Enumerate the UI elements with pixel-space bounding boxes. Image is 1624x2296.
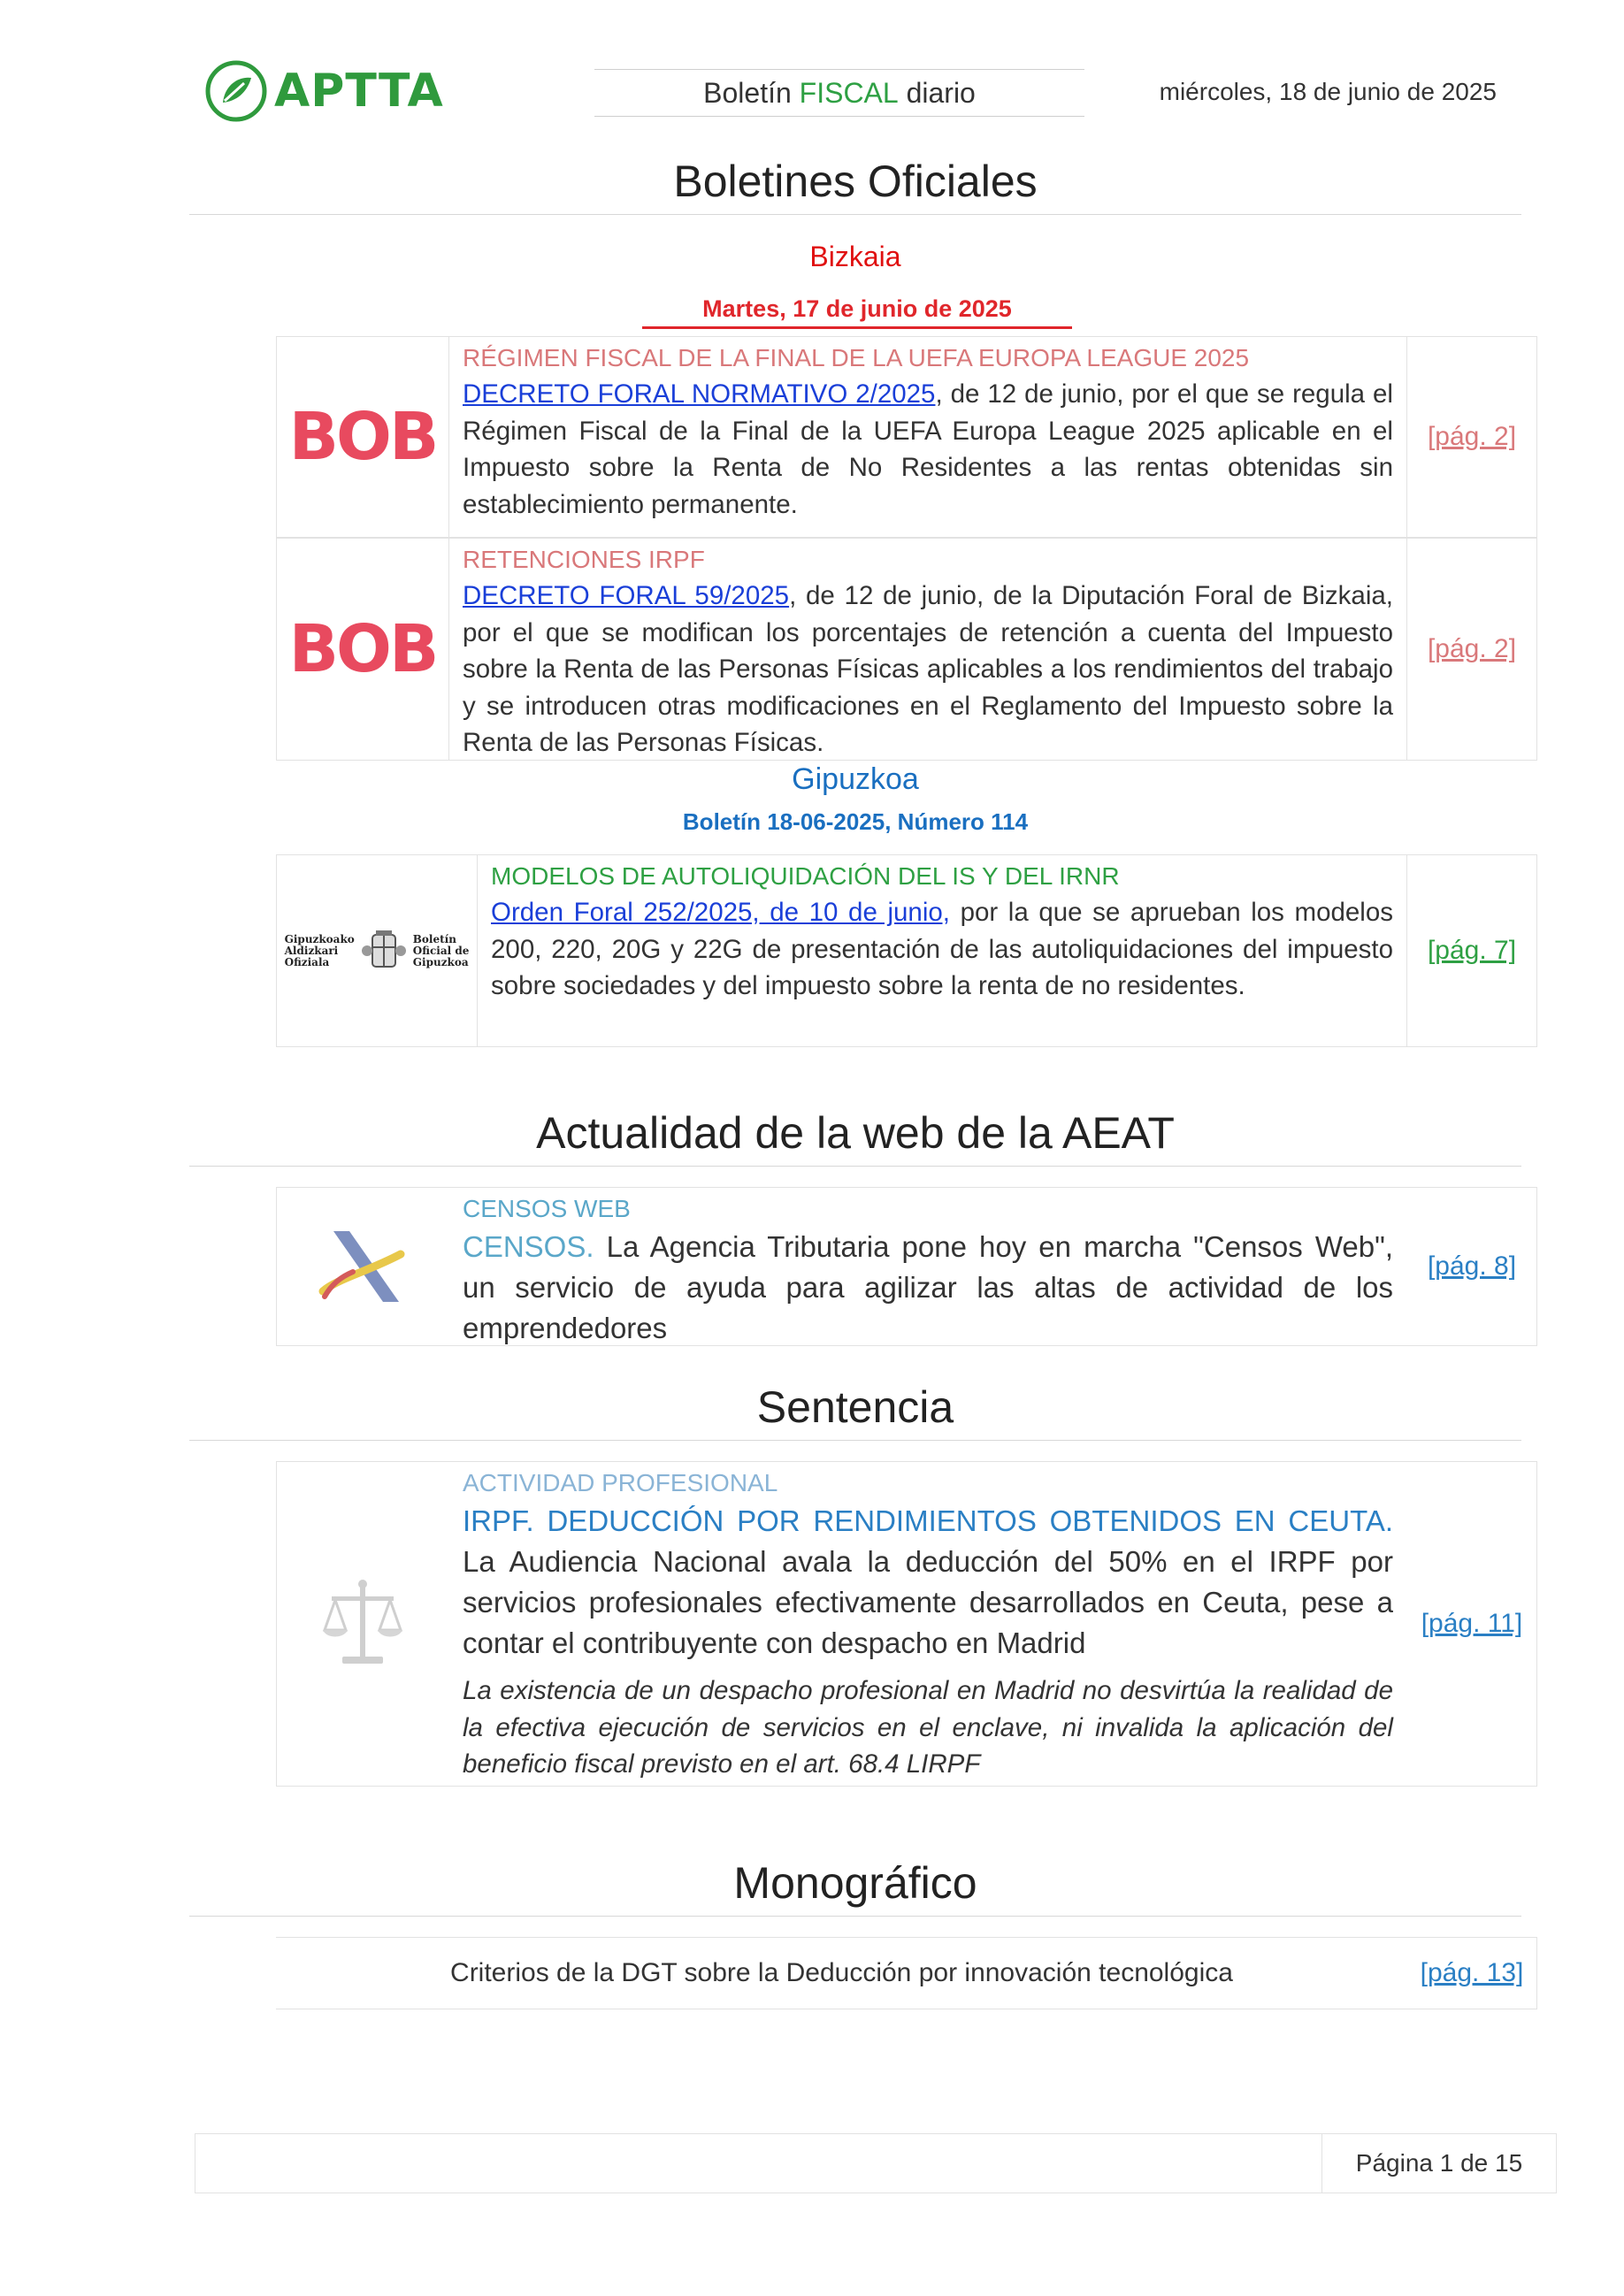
scales-logo <box>277 1462 448 1786</box>
agencia-tributaria-logo-icon <box>314 1222 411 1311</box>
bizkaia-entry-2 <box>276 538 1537 761</box>
entry-body-text: , de 12 de junio, de la Diputación Foral de Bizkaia, por el que se modifican los porcentajes de retención a cuenta del Impuesto sobre la Renta de las Personas Físicas aplicables a los rendimientos del trabajo y se introducen otras modificaciones en el Reglamento del Impuesto sobre la Renta de las Personas Físicas. <box>463 581 1394 757</box>
region-bizkaia: Bizkaia <box>809 241 901 272</box>
page-ref-text: [pág. 2] <box>1427 634 1517 663</box>
section-title-sentencia: Sentencia <box>189 1381 1521 1441</box>
monografico-entry-text <box>276 1938 1407 2009</box>
page-ref-link[interactable] <box>1406 855 1536 1046</box>
entry-category: RETENCIONES IRPF <box>463 546 705 573</box>
decreto-foral-link[interactable]: DECRETO FORAL 59/2025 <box>463 581 790 610</box>
page-ref-text: [pág. 13] <box>1420 1958 1524 1987</box>
bog-logo-line: Gipuzkoako <box>284 932 355 945</box>
page-ref-link[interactable] <box>1406 539 1536 760</box>
aptta-logo <box>205 60 444 122</box>
bog-logo-right <box>413 934 470 968</box>
entry-category: RÉGIMEN FISCAL DE LA FINAL DE LA UEFA EUROPA LEAGUE 2025 <box>463 344 1250 371</box>
gipuzkoa-entry <box>276 854 1537 1047</box>
bog-logo-line: Ofiziala <box>284 955 330 968</box>
section-title-boletines: Boletines Oficiales <box>189 156 1521 215</box>
gipuzkoa-entry-text <box>477 855 1407 1046</box>
sentencia-entry-text <box>448 1462 1407 1786</box>
orden-foral-link[interactable]: Orden Foral 252/2025, de 10 de junio, <box>491 898 950 927</box>
entry-category: CENSOS WEB <box>463 1195 631 1222</box>
section-title-monografico: Monográfico <box>189 1857 1521 1917</box>
gipuzkoa-bulletin-number: Boletín 18-06-2025, Número 114 <box>682 808 1029 835</box>
entry-body <box>463 1227 1393 1349</box>
aeat-entry <box>276 1187 1537 1346</box>
bulletin-title-suffix: diario <box>898 76 976 109</box>
bulletin-title-fiscal: FISCAL <box>799 76 899 109</box>
entry-category: ACTIVIDAD PROFESIONAL <box>463 1469 778 1496</box>
aeat-logo <box>277 1188 448 1345</box>
page-ref-text: [pág. 7] <box>1427 936 1517 965</box>
page-ref-link[interactable] <box>1407 1188 1536 1345</box>
header-date: miércoles, 18 de junio de 2025 <box>1159 78 1497 105</box>
page-ref-link[interactable] <box>1406 337 1536 537</box>
sentencia-entry <box>276 1461 1537 1787</box>
aptta-logo-text: APTTA <box>274 65 444 118</box>
page-ref-text: [pág. 2] <box>1427 422 1517 451</box>
entry-body-text: La Agencia Tributaria pone hoy en marcha "Censos Web", un servicio de ayuda para agilizar las altas de actividad de los emprendedores <box>463 1230 1393 1344</box>
bob-logo-1 <box>277 337 449 537</box>
entry-lead: IRPF. DEDUCCIÓN POR RENDIMIENTOS OBTENIDOS EN CEUTA. <box>463 1504 1393 1537</box>
bulletin-title-prefix: Boletín <box>703 76 800 109</box>
entry-category: MODELOS DE AUTOLIQUIDACIÓN DEL IS Y DEL IRNR <box>491 862 1120 890</box>
bog-logo-left <box>285 934 355 968</box>
monografico-title: Criterios de la DGT sobre la Deducción por innovación tecnológica <box>450 1958 1233 1987</box>
monografico-entry <box>276 1937 1537 2009</box>
page-ref-text: [pág. 8] <box>1427 1251 1517 1281</box>
bob-logo-text: BOB <box>288 611 437 687</box>
aptta-leaf-icon <box>205 60 267 122</box>
decreto-foral-normativo-link[interactable]: DECRETO FORAL NORMATIVO 2/2025 <box>463 379 936 409</box>
page-ref-link[interactable] <box>1407 1938 1536 2009</box>
bob-logo-2 <box>277 539 449 760</box>
entry-body <box>463 376 1393 523</box>
bog-logo-line: Boletín <box>412 932 456 945</box>
bizkaia-entry-2-text <box>448 539 1407 760</box>
bulletin-title <box>594 69 1084 117</box>
aeat-entry-text <box>448 1188 1407 1345</box>
bog-logo-line: Aldizkari <box>284 944 339 957</box>
entry-body-text: por la que se aprueban los modelos 200, 220, 20G y 22G de presentación de las autoliquidaciones del impuesto sobre sociedades y del impuesto sobre la renta de no residentes. <box>491 898 1394 1000</box>
bizkaia-entry-1-text <box>448 337 1407 537</box>
entry-body <box>463 1501 1393 1664</box>
bizkaia-entry-1 <box>276 336 1537 538</box>
sentencia-quote: La existencia de un despacho profesional en Madrid no desvirtúa la realidad de la efectiva ejecución de servicios en el enclave, ni invalida la aplicación del beneficio fiscal previsto en el art. 68.4 LIRPF <box>463 1676 1393 1779</box>
page-ref-text: [pág. 11] <box>1421 1609 1523 1638</box>
scales-of-justice-icon <box>314 1575 411 1672</box>
entry-body <box>491 894 1393 1005</box>
entry-lead: CENSOS. <box>463 1230 594 1263</box>
section-title-aeat: Actualidad de la web de la AEAT <box>189 1107 1521 1167</box>
page-number: Página 1 de 15 <box>1321 2134 1556 2193</box>
bob-logo-text: BOB <box>288 399 437 475</box>
bog-logo-line: Gipuzkoa <box>412 955 469 968</box>
region-gipuzkoa: Gipuzkoa <box>792 762 919 796</box>
gipuzkoa-coat-of-arms-icon <box>360 930 408 972</box>
page-footer <box>195 2133 1557 2193</box>
entry-body-text: , de 12 de junio, por el que se regula el Régimen Fiscal de la Final de la UEFA Europa League 2025 aplicable en el Impuesto sobre la Renta de No Residentes a las rentas obtenidas sin establecimiento permanente. <box>463 379 1393 519</box>
bog-logo-line: Oficial de <box>412 944 470 957</box>
bob-date: Martes, 17 de junio de 2025 <box>642 295 1072 329</box>
entry-body-text: La Audiencia Nacional avala la deducción del 50% en el IRPF por servicios profesionales efectivamente desarrollados en Ceuta, pese a contar el contribuyente con despacho en Madrid <box>463 1545 1393 1659</box>
page-ref-link[interactable] <box>1407 1462 1536 1786</box>
entry-body <box>463 578 1393 762</box>
bog-logo <box>277 855 478 1046</box>
